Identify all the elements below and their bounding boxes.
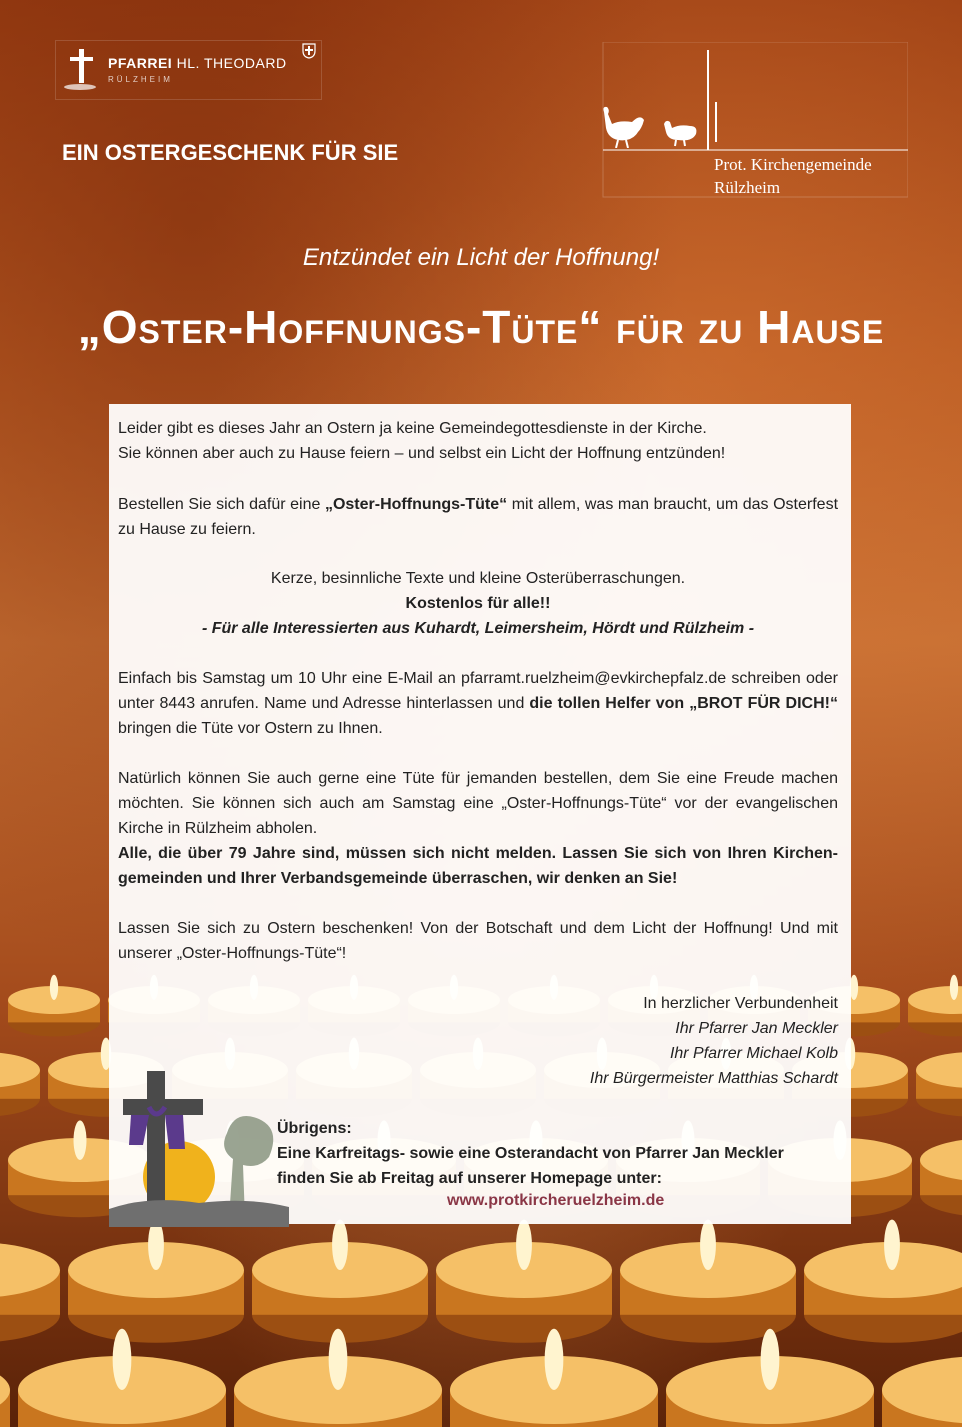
tealight-icon (252, 1220, 428, 1343)
church-location: Rülzheim (714, 178, 781, 197)
tagline: Entzündet ein Licht der Hoffnung! (302, 244, 660, 271)
homepage-link[interactable]: www.protkircheruelzheim.de (447, 1192, 665, 1209)
tealight-icon (0, 1038, 40, 1117)
parish-logo (55, 40, 322, 100)
free-text: Kostenlos für alle!! (405, 595, 551, 612)
parish-name: PFARREI HL. THEODARD (108, 55, 287, 71)
tealight-icon (68, 1220, 244, 1343)
headline: EIN OSTERGESCHENK FÜR SIE (62, 140, 399, 165)
signature-3: Ihr Bürgermeister Matthias Schardt (589, 1070, 838, 1087)
parish-location: RÜLZHEIM (108, 75, 173, 84)
signature-1: Ihr Pfarrer Jan Meckler (675, 1020, 838, 1037)
order-text: Bestellen Sie sich dafür eine (118, 496, 325, 513)
intro-paragraph (118, 416, 838, 466)
tealight-icon (666, 1329, 874, 1427)
tealight-icon (804, 1220, 962, 1343)
contact-paragraph (118, 666, 838, 741)
tealight-icon (920, 1120, 962, 1217)
homepage-note (277, 1116, 784, 1191)
order-product-name: „Oster-Hoffnungs-Tüte“ (324, 496, 508, 513)
gift-text: Natürlich können Sie auch gerne eine Tüte für jemanden bestellen, dem Sie eine Freude machen möchten. Sie können sich auch am Samstag eine „Oster-Hoffnungs-Tüte“ vor der evangelischen Kirche in Rülzheim abholen. (118, 770, 838, 837)
closing-greeting: In herzlicher Verbundenheit (643, 995, 838, 1012)
audience-text: - Für alle Interessierten aus Kuhardt, Leimersheim, Hördt und Rülzheim - (201, 620, 755, 637)
note-title: Übrigens: (277, 1120, 352, 1137)
letter-card (109, 404, 851, 1224)
contact-text-end: bringen die Tüte vor Ostern zu Ihnen. (118, 720, 383, 737)
order-paragraph (118, 492, 838, 542)
tealight-icon (450, 1329, 658, 1427)
intro-line-1: Leider gibt es dieses Jahr an Ostern ja keine Gemeindegottesdienste in der Kirche. (118, 420, 707, 437)
cross-with-stole-illustration (109, 1069, 289, 1227)
seniors-text: Alle, die über 79 Jahre sind, müssen sich nicht melden. Lassen Sie sich von Ihren Kirchen-gemeinden und Ihrer Verbandsgemeinde überraschen, wir denken an Sie! (118, 845, 838, 887)
order-text-end: mit allem, was man braucht, um das Osterfest zu Hause zu feiern. (118, 496, 839, 538)
hen-icon (660, 118, 700, 148)
coat-of-arms-icon (302, 43, 316, 59)
tealight-icon (620, 1220, 796, 1343)
rooster-icon (598, 104, 648, 148)
note-line-1: Eine Karfreitags- sowie eine Osterandacht von Pfarrer Jan Meckler (277, 1145, 784, 1162)
tealight-icon (436, 1220, 612, 1343)
contents-line: Kerze, besinnliche Texte und kleine Osterüberraschungen. (270, 570, 686, 587)
note-line-2: finden Sie ab Freitag auf unserer Homepage unter: (277, 1170, 662, 1187)
church-name: Prot. Kirchengemeinde (714, 155, 872, 174)
tealight-icon (908, 975, 962, 1037)
tealight-icon (0, 1220, 60, 1343)
tealight-icon (8, 975, 100, 1037)
tealight-icon (18, 1329, 226, 1427)
tealight-icon (0, 1329, 10, 1427)
closing-paragraph: Lassen Sie sich zu Ostern beschenken! Von der Botschaft und dem Licht der Hoffnung! Und mit unserer „Oster-Hoffnungs-Tüte“! (118, 920, 838, 962)
protestant-church-logo (598, 42, 908, 202)
audience-line (118, 616, 838, 641)
tealight-icon (916, 1038, 962, 1117)
page-title: „Oster-Hoffnungs-Tüte“ für zu Hause (77, 301, 885, 353)
intro-line-2: Sie können aber auch zu Hause feiern – und selbst ein Licht der Hoffnung entzünden! (118, 445, 726, 462)
signature-2: Ihr Pfarrer Michael Kolb (669, 1045, 838, 1062)
tealight-icon (234, 1329, 442, 1427)
contact-text: Einfach bis Samstag um 10 Uhr eine E-Mail an pfarramt.ruelzheim@evkirchepfalz.de schreiben oder unter 8443 anrufen. Name und Adresse hinterlassen und (118, 670, 838, 712)
free-line (118, 591, 838, 616)
helpers-text: die tollen Helfer von „BROT FÜR DICH!“ (529, 695, 838, 712)
gift-paragraph (118, 766, 838, 891)
parish-cross-icon (62, 47, 102, 93)
tealight-icon (882, 1329, 962, 1427)
